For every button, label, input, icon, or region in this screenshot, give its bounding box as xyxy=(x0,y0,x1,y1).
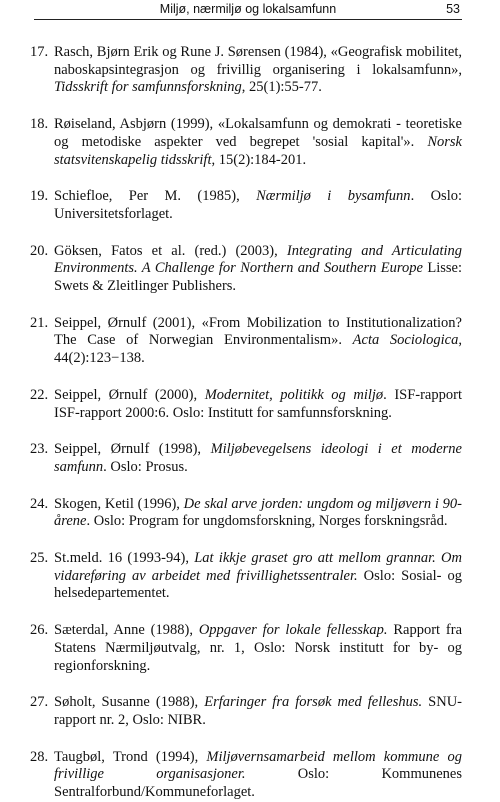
reference-text-part: Taugbøl, Trond (1994), xyxy=(54,748,207,765)
reference-text-part: Schiefloe, Per M. (1985), xyxy=(54,188,257,205)
reference-number: 27. xyxy=(30,694,49,711)
reference-item xyxy=(30,387,462,422)
reference-title-italic: Tidsskrift for samfunnsforskning xyxy=(54,79,242,96)
reference-text-part: . ISF-rapport ISF-rapport 2000:6. Oslo: Institutt for samfunnsforskning. xyxy=(54,386,462,421)
reference-text xyxy=(54,441,462,476)
reference-text-part: Rasch, Bjørn Erik og Rune J. Sørensen (1984), «Geografisk mobilitet, naboskapsintegrasjon og frivillig organisering i lokalsamfunn», xyxy=(54,44,462,78)
reference-item xyxy=(30,749,462,802)
reference-number: 18. xyxy=(30,116,49,133)
reference-item xyxy=(30,243,462,296)
reference-item xyxy=(30,441,462,476)
reference-number: 22. xyxy=(30,386,49,403)
reference-text-part: . Oslo: Universitetsforlaget. xyxy=(54,188,463,222)
reference-item xyxy=(30,315,462,368)
reference-text-part: . Oslo: Program for ungdomsforskning, Norges forskningsråd. xyxy=(86,513,448,530)
reference-title-italic: Erfaringer fra forsøk med felleshus. xyxy=(204,694,423,711)
reference-text-part: St.meld. 16 (1993-94), xyxy=(54,550,195,567)
reference-list xyxy=(30,44,462,802)
reference-title-italic: Oppgaver for lokale fellesskap. xyxy=(198,622,388,639)
reference-text-part: Søholt, Susanne (1988), xyxy=(54,694,205,711)
reference-item xyxy=(30,550,462,603)
reference-number: 28. xyxy=(30,748,49,765)
reference-text-part: Rapport fra Statens Nærmiljøutvalg, nr. 1, Oslo: Norsk institutt for by- og regionforskning. xyxy=(54,622,463,674)
page-header xyxy=(34,0,462,20)
reference-text-part: Sæterdal, Anne (1988), xyxy=(54,622,199,639)
running-title: Miljø, nærmiljø og lokalsamfunn xyxy=(159,2,337,16)
reference-text-part: Seippel, Ørnulf (1998), xyxy=(54,441,211,458)
reference-title-italic: Nærmiljø i bysamfunn xyxy=(256,188,411,205)
reference-text xyxy=(54,550,462,603)
reference-number: 26. xyxy=(30,622,49,639)
reference-title-italic: De skal arve jorden: ungdom og miljøvern i 90-årene xyxy=(54,495,462,530)
reference-number: 20. xyxy=(30,242,49,259)
reference-title-italic: Miljøbevegelsens ideologi i et moderne samfunn xyxy=(54,441,462,475)
reference-title-italic: Modernitet, politikk og miljø xyxy=(204,386,384,403)
reference-item xyxy=(30,622,462,675)
reference-text-part: Skogen, Ketil (1996), xyxy=(54,495,184,512)
reference-text xyxy=(54,749,462,802)
reference-number: 25. xyxy=(30,550,49,567)
reference-item xyxy=(30,496,462,531)
reference-title-italic: Integrating and Articulating Environments. A Challenge for Northern and Southern Europe xyxy=(54,242,463,277)
reference-text xyxy=(54,496,462,531)
reference-title-italic: Acta Sociologica xyxy=(352,332,459,349)
reference-number: 21. xyxy=(30,314,49,331)
reference-text-part: SNU-rapport nr. 2, Oslo: NIBR. xyxy=(54,694,462,728)
reference-number: 23. xyxy=(30,441,49,458)
reference-item xyxy=(30,188,462,223)
reference-text xyxy=(54,116,462,169)
reference-item xyxy=(30,694,462,729)
reference-title-italic: Norsk statsvitenskapelig tidsskrift xyxy=(54,133,462,168)
reference-number: 17. xyxy=(30,44,49,60)
reference-text xyxy=(54,315,462,368)
reference-text-part: Seippel, Ørnulf (2000), xyxy=(54,386,205,403)
reference-text-part: Oslo: Kommunenes Sentralforbund/Kommuneforlaget. xyxy=(54,766,462,801)
reference-number: 24. xyxy=(30,495,49,512)
reference-title-italic: Miljøvernsamarbeid mellom kommune og frivillige organisasjoner. xyxy=(54,748,462,783)
reference-text-part: Oslo: Sosial- og helsedepartementet. xyxy=(54,567,462,602)
reference-item xyxy=(30,44,462,97)
reference-text xyxy=(54,387,462,422)
reference-title-italic: Lat ikkje graset gro att mellom grannar. Om vidareføring av arbeidet med frivillighetssentraler. xyxy=(54,550,462,584)
page-number: 53 xyxy=(446,2,460,16)
reference-text xyxy=(54,243,462,296)
reference-text-part: Røiseland, Asbjørn (1999), «Lokalsamfunn og demokrati - teoretiske og metodiske aspekter ved begrepet 'sosial kapital'». xyxy=(54,116,462,150)
reference-text-part: . Oslo: Prosus. xyxy=(103,458,188,475)
reference-text-part: Seippel, Ørnulf (2001), «From Mobilization to Institutionalization? The Case of Norwegian Environmentalism». xyxy=(54,314,462,349)
reference-text-part: , 44(2):123−138. xyxy=(54,332,462,367)
reference-text xyxy=(54,188,462,223)
reference-item xyxy=(30,116,462,169)
reference-text xyxy=(54,44,462,97)
reference-number: 19. xyxy=(30,188,49,205)
reference-text-part: Göksen, Fatos et al. (red.) (2003), xyxy=(54,242,287,259)
reference-text-part: , 15(2):184-201. xyxy=(211,151,307,168)
reference-text xyxy=(54,622,462,675)
reference-text-part: Lisse: Swets & Zleitlinger Publishers. xyxy=(54,260,462,295)
reference-text-part: , 25(1):55-77. xyxy=(241,79,322,96)
reference-text xyxy=(54,694,462,729)
